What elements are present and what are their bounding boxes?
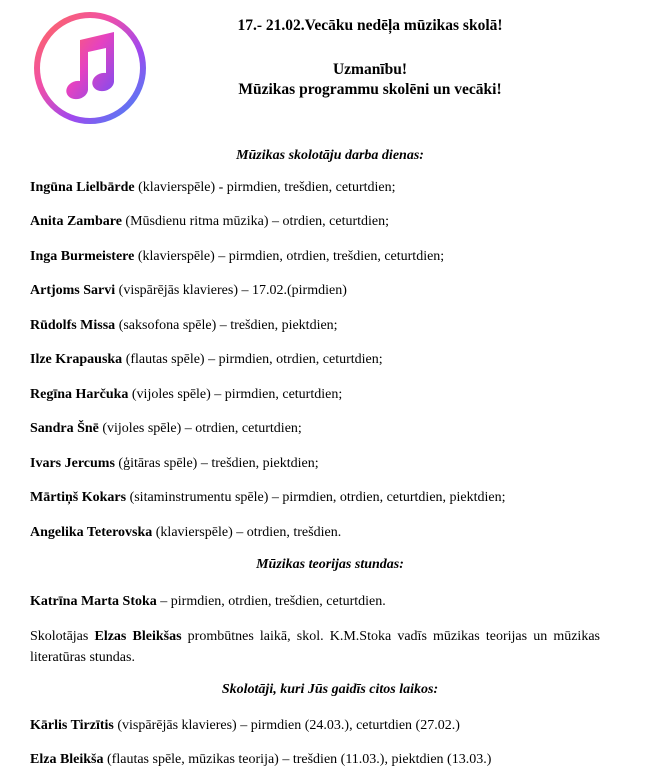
teacher-name: Elza Bleikša bbox=[30, 752, 104, 767]
teacher-schedule: (vijoles spēle) – pirmdien, ceturtdien; bbox=[128, 387, 343, 402]
teacher-schedule: (vispārējās klavieres) – 17.02.(pirmdien) bbox=[115, 283, 347, 298]
teacher-line bbox=[30, 418, 630, 439]
teacher-name: Katrīna Marta Stoka bbox=[30, 594, 157, 609]
substitution-note: Skolotājas Elzas Bleikšas prombūtnes laikā, skol. K.M.Stoka vadīs mūzikas teorijas un mūzikas literatūras stundas. bbox=[30, 629, 600, 665]
teacher-schedule: (klavierspēle) - pirmdien, trešdien, ceturtdien; bbox=[134, 180, 396, 195]
music-app-logo bbox=[32, 10, 148, 126]
teacher-schedule: (flautas spēle, mūzikas teorija) – trešdien (11.03.), piektdien (13.03.) bbox=[103, 752, 492, 767]
audience-heading: Mūzikas programmu skolēni un vecāki! bbox=[238, 81, 502, 98]
teacher-schedule: (flautas spēle) – pirmdien, otrdien, ceturtdien; bbox=[122, 352, 383, 367]
page-title: 17.- 21.02.Vecāku nedēļa mūzikas skolā! bbox=[237, 17, 503, 34]
work-days-heading: Mūzikas skolotāju darba dienas: bbox=[236, 148, 424, 163]
theory-teacher-line bbox=[30, 591, 630, 612]
teacher-line bbox=[30, 315, 630, 336]
teacher-name: Regīna Harčuka bbox=[30, 387, 129, 402]
attention-heading: Uzmanību! bbox=[332, 61, 408, 78]
teacher-line bbox=[30, 522, 630, 543]
teacher-name: Ivars Jercums bbox=[30, 456, 115, 471]
teacher-line bbox=[30, 453, 630, 474]
teacher-name: Anita Zambare bbox=[30, 214, 122, 229]
teacher-schedule: (Mūsdienu ritma mūzika) – otrdien, ceturtdien; bbox=[121, 214, 390, 229]
teacher-name: Inga Burmeistere bbox=[30, 249, 135, 264]
theory-heading: Mūzikas teorijas stundas: bbox=[256, 557, 404, 572]
teacher-line bbox=[30, 384, 630, 405]
teacher-name: Sandra Šnē bbox=[30, 421, 99, 436]
teacher-schedule: (klavierspēle) – otrdien, trešdien. bbox=[152, 525, 342, 540]
teacher-schedule: (klavierspēle) – pirmdien, otrdien, trešdien, ceturtdien; bbox=[134, 249, 445, 264]
teacher-schedule: (ģitāras spēle) – trešdien, piektdien; bbox=[114, 456, 319, 471]
teacher-line bbox=[30, 246, 630, 267]
teacher-name: Kārlis Tirzītis bbox=[30, 718, 114, 733]
teacher-line bbox=[30, 749, 630, 770]
teacher-name: Elzas Bleikšas bbox=[94, 629, 182, 644]
teacher-line bbox=[30, 715, 630, 736]
teacher-name: Ilze Krapauska bbox=[30, 352, 123, 367]
teacher-name: Ingūna Lielbārde bbox=[30, 180, 135, 195]
teacher-schedule: (vispārējās klavieres) – pirmdien (24.03.), ceturtdien (27.02.) bbox=[113, 718, 460, 733]
teacher-line bbox=[30, 487, 630, 508]
teacher-schedule: (saksofona spēle) – trešdien, piektdien; bbox=[115, 318, 338, 333]
other-times-heading: Skolotāji, kuri Jūs gaidīs citos laikos: bbox=[221, 682, 439, 697]
teacher-line bbox=[30, 211, 630, 232]
teacher-schedule: (sitaminstrumentu spēle) – pirmdien, otrdien, ceturtdien, piektdien; bbox=[126, 490, 506, 505]
teacher-line bbox=[30, 177, 630, 198]
teacher-line bbox=[30, 280, 630, 301]
teacher-name: Artjoms Sarvi bbox=[30, 283, 116, 298]
teacher-schedule: – pirmdien, otrdien, trešdien, ceturtdien. bbox=[156, 594, 386, 609]
teacher-name: Mārtiņš Kokars bbox=[30, 490, 127, 505]
teacher-schedule: (vijoles spēle) – otrdien, ceturtdien; bbox=[98, 421, 302, 436]
teacher-line bbox=[30, 349, 630, 370]
teacher-name: Angelika Teterovska bbox=[30, 525, 153, 540]
teacher-name: Rūdolfs Missa bbox=[30, 318, 116, 333]
